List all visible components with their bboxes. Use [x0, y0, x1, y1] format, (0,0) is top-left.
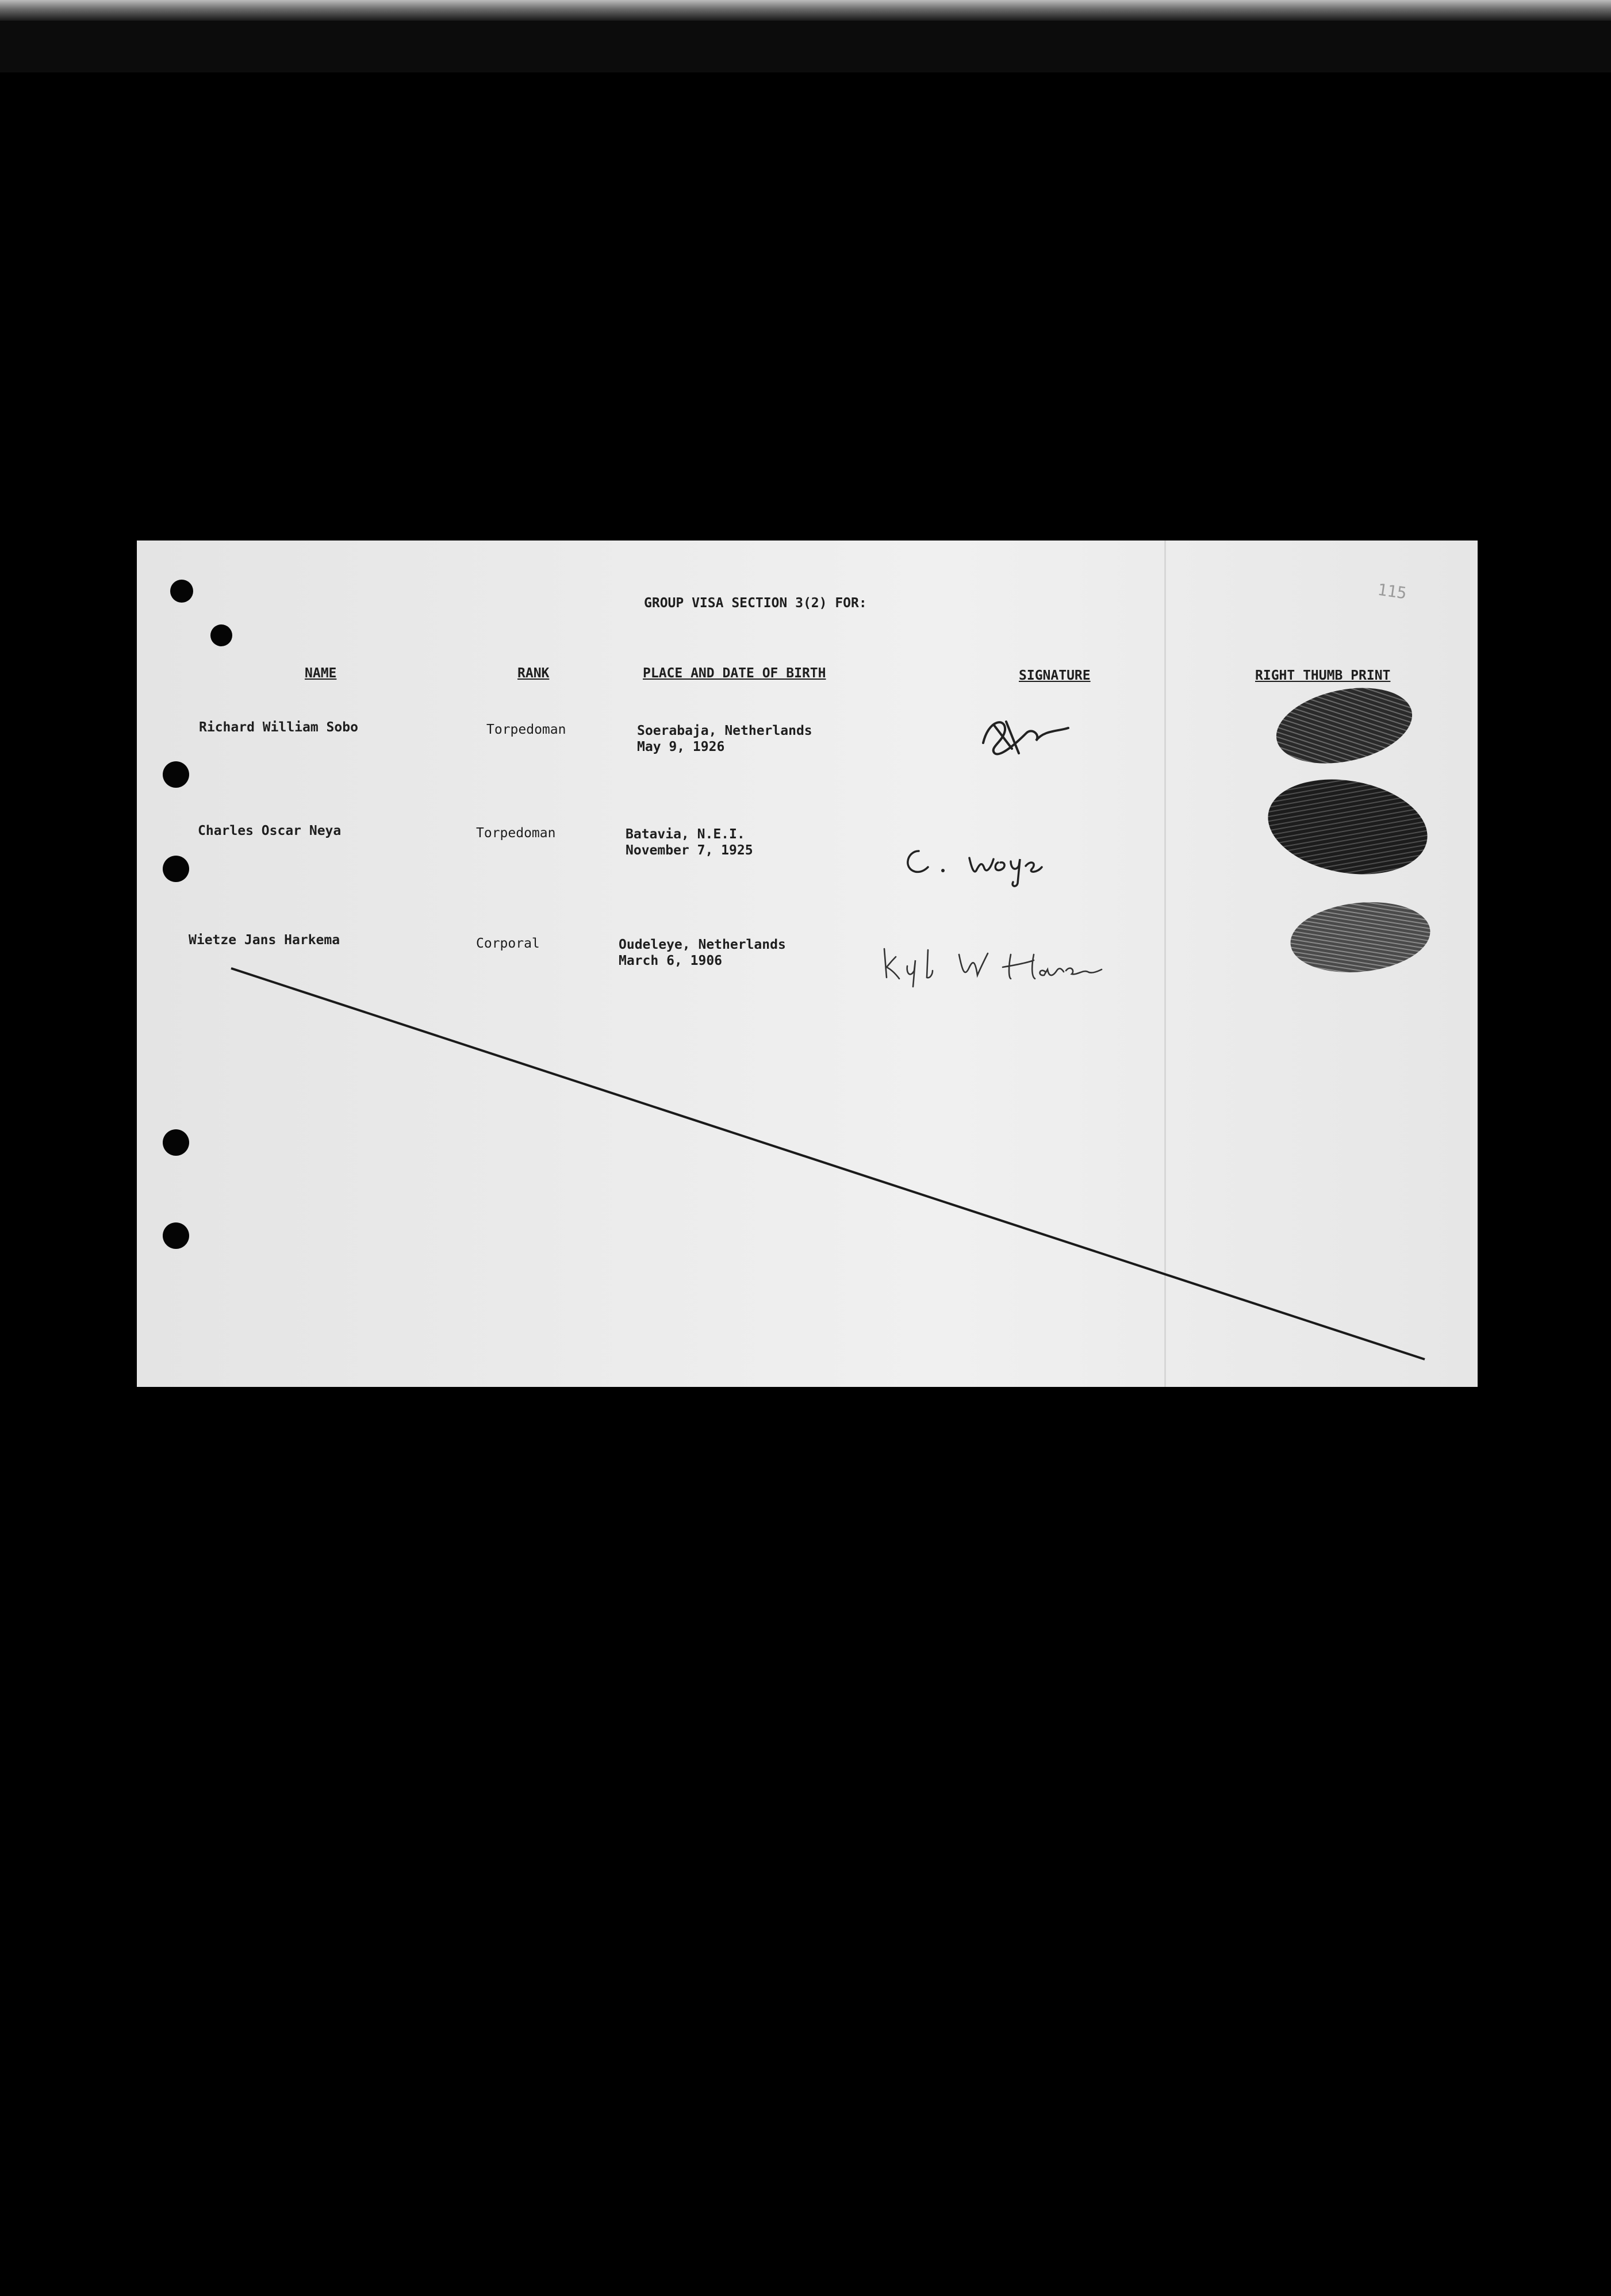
header-thumb: RIGHT THUMB PRINT [1255, 668, 1391, 683]
cancellation-line [137, 541, 1478, 1387]
row-1-name: Richard William Sobo [199, 720, 358, 735]
row-2-rank: Torpedoman [476, 826, 556, 841]
row-3-birth-date: March 6, 1906 [619, 953, 723, 968]
film-edge [0, 0, 1611, 21]
header-signature: SIGNATURE [1019, 668, 1091, 683]
row-1-rank: Torpedoman [486, 722, 566, 737]
row-2-birth-date: November 7, 1925 [626, 843, 753, 858]
film-streak [0, 21, 1611, 72]
row-3-rank: Corporal [476, 936, 540, 951]
header-name: NAME [305, 666, 337, 681]
row-1-birth-place: Soerabaja, Netherlands [637, 723, 812, 738]
page-number: 115 [1376, 580, 1408, 603]
row-2-birth-place: Batavia, N.E.I. [626, 827, 745, 842]
row-2-name: Charles Oscar Neya [198, 823, 342, 838]
header-rank: RANK [517, 666, 550, 681]
document-title: GROUP VISA SECTION 3(2) FOR: [644, 596, 867, 611]
row-3-birth-place: Oudeleye, Netherlands [619, 937, 786, 952]
row-1-birth-date: May 9, 1926 [637, 739, 725, 754]
visa-document [137, 541, 1478, 1387]
header-birth: PLACE AND DATE OF BIRTH [643, 666, 826, 681]
row-3-name: Wietze Jans Harkema [189, 933, 340, 948]
